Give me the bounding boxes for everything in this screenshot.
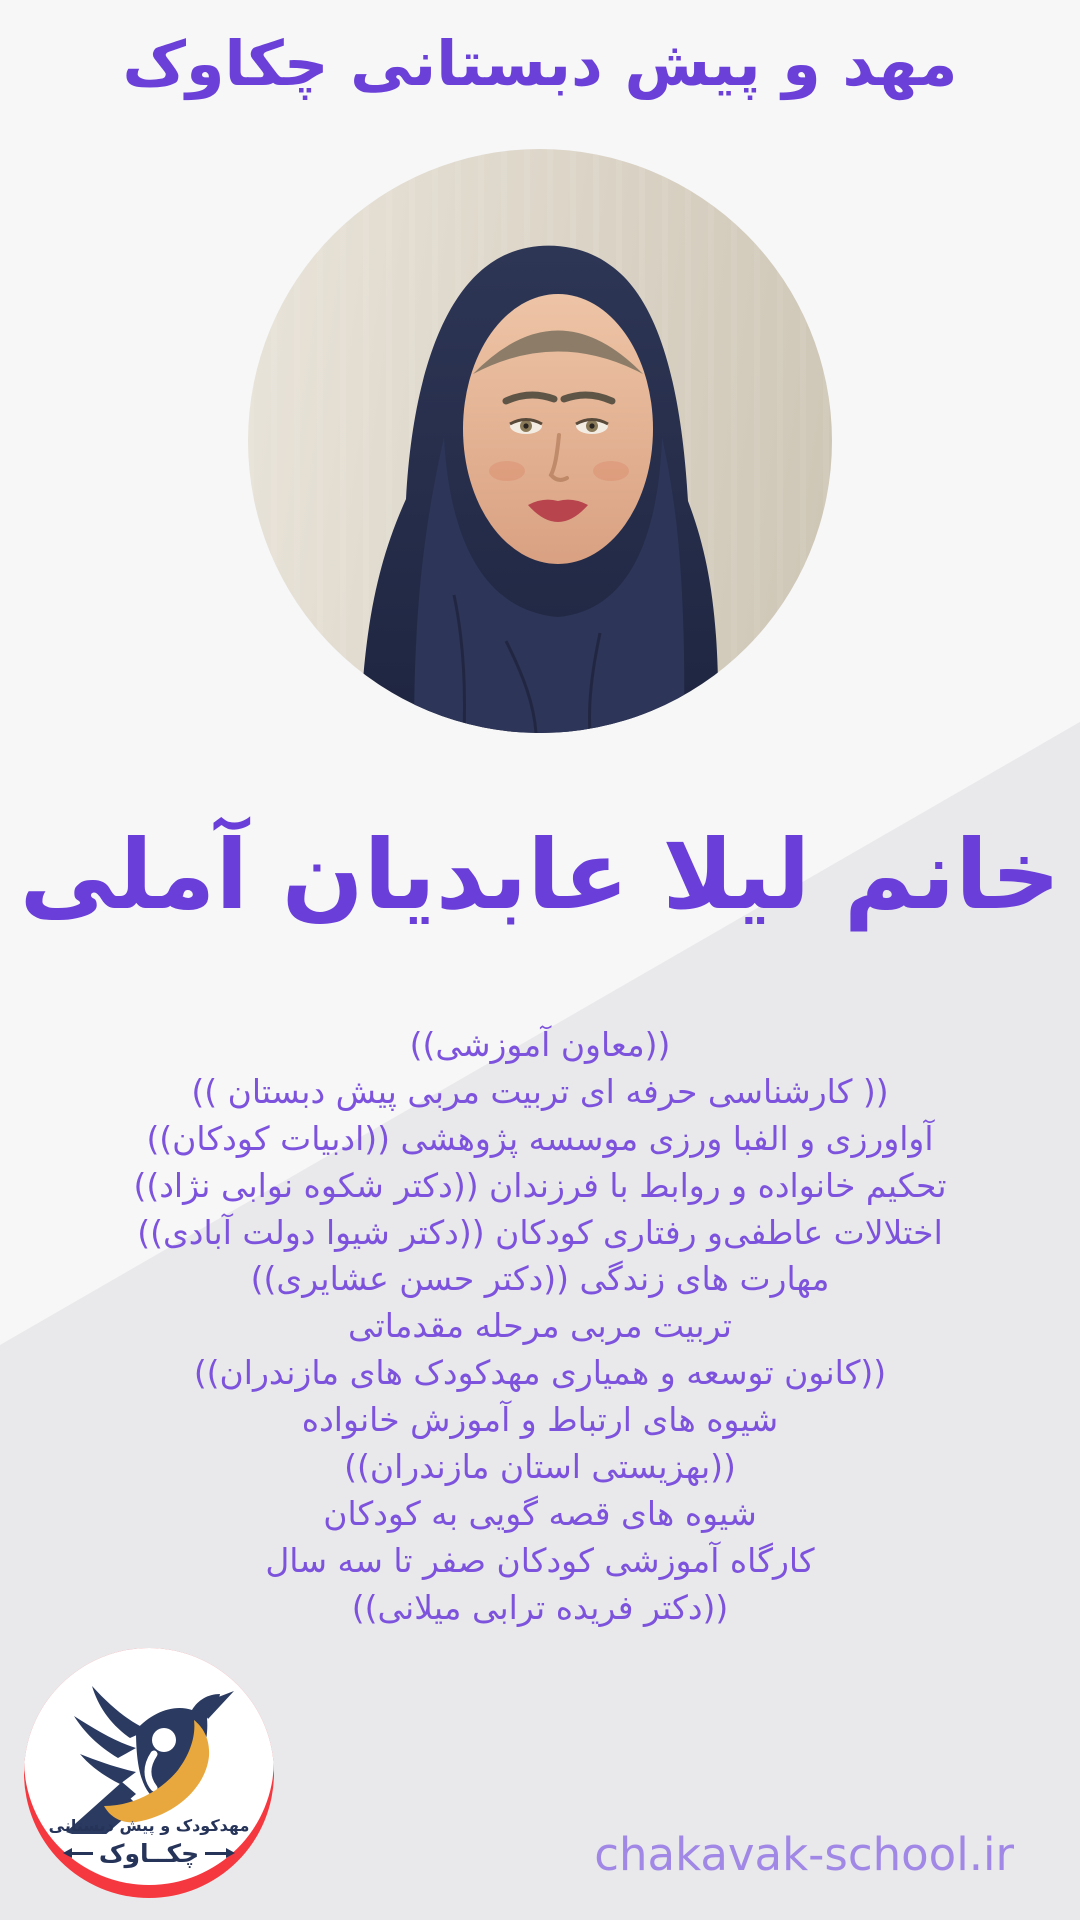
credential-line: تربیت مربی مرحله مقدماتی	[348, 1306, 732, 1346]
bird-icon	[52, 1674, 247, 1834]
credential-line: اختلالات عاطفی‌و رفتاری کودکان ((دکتر شیوا دولت آبادی))	[137, 1212, 943, 1252]
chakavak-logo	[24, 1648, 274, 1898]
credential-line: ((کانون توسعه و همیاری مهدکودک های مازندران))	[193, 1353, 887, 1393]
page-title: مهد و پیش دبستانی چکاوک	[122, 27, 958, 100]
credential-line: مهارت های زندگی ((دکتر حسن عشایری))	[250, 1259, 830, 1299]
logo-dash-right	[205, 1852, 227, 1855]
credential-line: ((دکتر فریده ترابی میلانی))	[351, 1587, 729, 1627]
logo-title-line2: چکــاوک	[98, 1838, 200, 1868]
credentials-list	[0, 1022, 1080, 1632]
profile-name: خانم لیلا عابدیان آملی	[19, 819, 1061, 931]
logo-dash-left	[71, 1852, 93, 1855]
credential-line: شیوه های قصه گویی به کودکان	[323, 1493, 757, 1533]
credential-line: تحکیم خانواده و روابط با فرزندان ((دکتر شکوه نوابی نژاد))	[133, 1165, 947, 1205]
credential-line: کارگاه آموزشی کودکان صفر تا سه سال	[265, 1540, 815, 1580]
credential-line: (( کارشناسی حرفه ای تربیت مربی پیش دبستان ))	[191, 1071, 889, 1111]
credential-line: آواورزی و الفبا ورزی موسسه پژوهشی ((ادبیات کودکان))	[146, 1118, 934, 1158]
website-text: chakavak-school.ir	[594, 1828, 1014, 1881]
credential-line: شیوه های ارتباط و آموزش خانواده	[301, 1400, 779, 1440]
logo-title-row	[24, 1836, 274, 1870]
credential-line: ((معاون آموزشی))	[409, 1025, 671, 1064]
profile-photo	[248, 149, 832, 733]
portrait-illustration	[248, 149, 832, 733]
credential-line: ((بهزیستی استان مازندران))	[344, 1447, 736, 1487]
logo-title-line1: مهدکودک و پیش دبستانی	[48, 1816, 250, 1835]
